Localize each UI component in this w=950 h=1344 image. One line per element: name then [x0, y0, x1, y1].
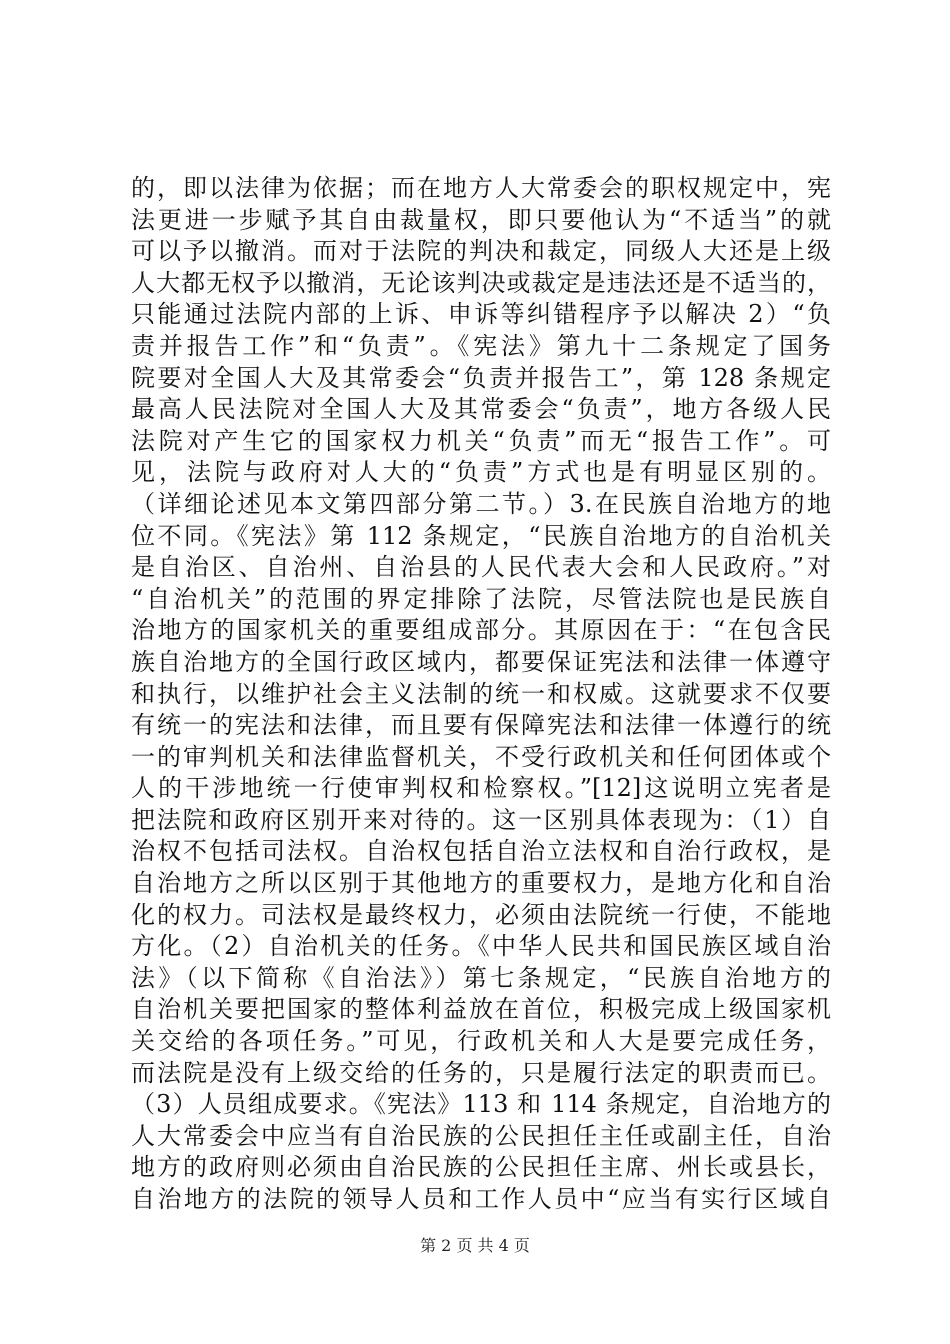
text-line: 可以予以撤消。而对于法院的判决和裁定，同级人大还是上级: [131, 237, 831, 266]
text-line: 位不同。《宪法》第 112 条规定，“民族自治地方的自治机关: [131, 521, 831, 550]
text-line: “自治机关”的范围的界定排除了法院，尽管法院也是民族自: [131, 584, 831, 613]
text-line: 而法院是没有上级交给的任务的，只是履行法定的职责而已。: [131, 1058, 831, 1087]
text-line: 治权不包括司法权。自治权包括自治立法权和自治行政权，是: [131, 837, 831, 866]
text-line: 自治地方的法院的领导人员和工作人员中“应当有实行区域自: [131, 1185, 831, 1213]
text-line: 一的审判机关和法律监督机关，不受行政机关和任何团体或个: [131, 742, 831, 771]
text-line: 只能通过法院内部的上诉、申诉等纠错程序予以解决 2）“负: [131, 300, 831, 329]
text-line: 化的权力。司法权是最终权力，必须由法院统一行使，不能地: [131, 900, 831, 929]
text-line: 自治地方之所以区别于其他地方的重要权力，是地方化和自治: [131, 869, 831, 898]
page-footer: 第 2 页 共 4 页: [420, 1236, 530, 1255]
text-line: 地方的政府则必须由自治民族的公民担任主席、州长或县长，: [131, 1153, 831, 1182]
text-line: 最高人民法院对全国人大及其常委会“负责”，地方各级人民: [131, 395, 831, 424]
text-line: 责并报告工作”和“负责”。《宪法》第九十二条规定了国务: [131, 331, 831, 360]
text-line: 方化。（2）自治机关的任务。《中华人民共和国民族区域自治: [131, 932, 831, 961]
text-line: 关交给的各项任务。”可见，行政机关和人大是要完成任务，: [131, 1027, 831, 1056]
text-line: 的，即以法律为依据；而在地方人大常委会的职权规定中，宪: [131, 174, 831, 202]
text-line: 有统一的宪法和法律，而且要有保障宪法和法律一体遵行的统: [131, 711, 831, 740]
text-line: （3）人员组成要求。《宪法》113 和 114 条规定，自治地方的: [131, 1090, 831, 1119]
text-line: 人大常委会中应当有自治民族的公民担任主任或副主任，自治: [131, 1121, 831, 1150]
body-paragraph: [131, 173, 831, 1216]
text-line: 人大都无权予以撤消，无论该判决或裁定是违法还是不适当的，: [131, 268, 831, 297]
text-line: 族自治地方的全国行政区域内，都要保证宪法和法律一体遵守: [131, 647, 831, 676]
text-line: 法院对产生它的国家权力机关“负责”而无“报告工作”。可: [131, 426, 831, 455]
text-line: 自治机关要把国家的整体利益放在首位，积极完成上级国家机: [131, 995, 831, 1024]
text-line: （详细论述见本文第四部分第二节。）3.在民族自治地方的地: [131, 489, 831, 518]
text-line: 把法院和政府区别开来对待的。这一区别具体表现为：（1）自: [131, 805, 831, 834]
text-line: 治地方的国家机关的重要组成部分。其原因在于：“在包含民: [131, 616, 831, 645]
text-line: 法》（以下简称《自治法》）第七条规定，“民族自治地方的: [131, 963, 831, 992]
text-line: 人的干涉地统一行使审判权和检察权。”[12]这说明立宪者是: [131, 774, 831, 803]
text-line: 见，法院与政府对人大的“负责”方式也是有明显区别的。: [131, 458, 831, 487]
text-line: 是自治区、自治州、自治县的人民代表大会和人民政府。”对: [131, 553, 831, 582]
text-line: 法更进一步赋予其自由裁量权，即只要他认为“不适当”的就: [131, 205, 831, 234]
text-line: 院要对全国人大及其常委会“负责并报告工”，第 128 条规定: [131, 363, 831, 392]
text-line: 和执行，以维护社会主义法制的统一和权威。这就要求不仅要: [131, 679, 831, 708]
